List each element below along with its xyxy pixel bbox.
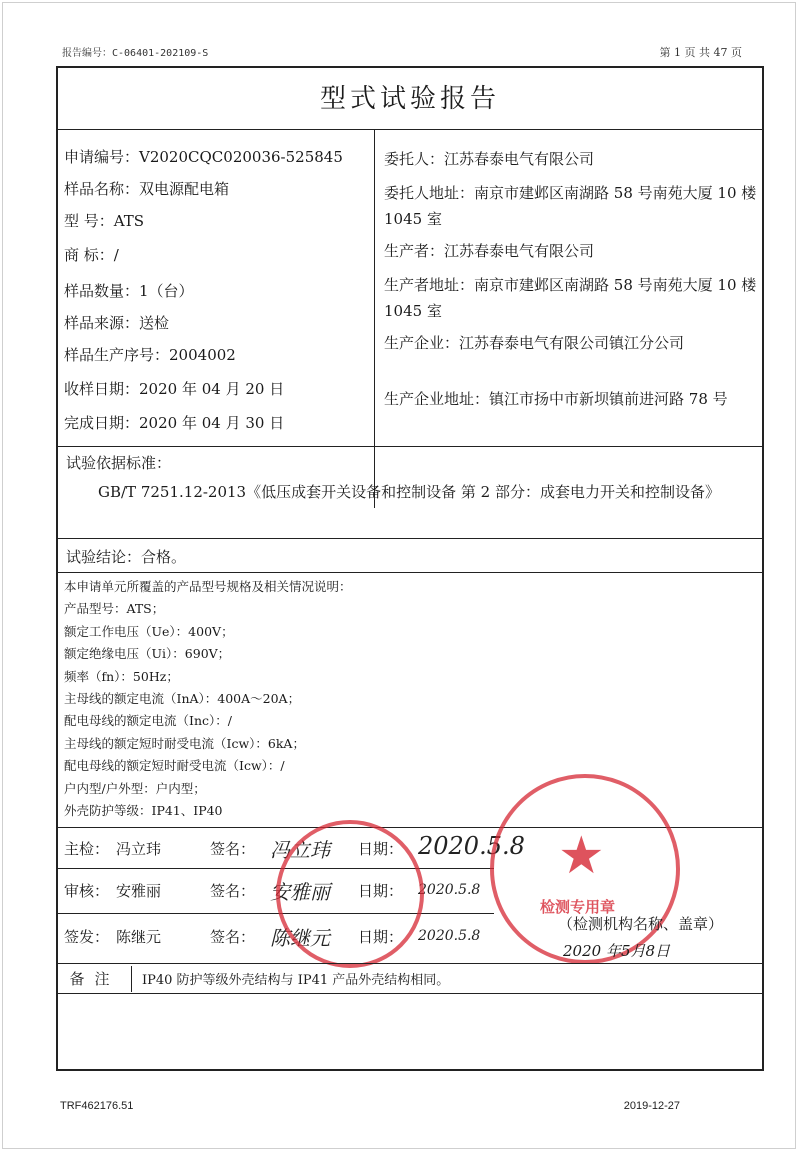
spec-line: 本申请单元所覆盖的产品型号规格及相关情况说明： (64, 579, 352, 594)
handwritten-date: 2020.5.8 (418, 928, 481, 944)
field-label: 生产者地址： (384, 276, 475, 294)
field-value: 2020 年 04 月 20 日 (139, 380, 285, 398)
field-label: 生产者： (384, 242, 445, 260)
field-label: 商 标： (64, 246, 114, 264)
field-label: 生产企业： (384, 334, 460, 352)
field-value: 江苏春泰电气有限公司 (444, 242, 595, 260)
spec-line: 额定工作电压（Ue）：400V； (64, 623, 234, 639)
client-field (384, 146, 760, 172)
spec-line: 配电母线的额定电流（Inc）：/ (64, 713, 232, 729)
field-value: / (113, 246, 119, 264)
client-field (384, 330, 760, 356)
divider (58, 868, 494, 869)
spec-line: 主母线的额定电流（InA）：400A～20A； (64, 691, 301, 707)
footer-date: 2019-12-27 (623, 1100, 680, 1112)
field-label: 申请编号： (64, 148, 140, 166)
product-specs (64, 576, 352, 822)
report-sheet (56, 66, 764, 1071)
divider (58, 963, 762, 964)
field-value: V2020CQC020036-525845 (139, 148, 343, 166)
client-field (384, 272, 760, 324)
report-number: 报告编号：C-06401-202109-S (62, 48, 209, 59)
field-value: 江苏春泰电气有限公司 (444, 150, 595, 168)
field-label: 收样日期： (64, 380, 140, 398)
test-conclusion: 试验结论：合格。 (66, 548, 187, 566)
note-label: 备注 (58, 966, 132, 992)
sign-label: 签名： (210, 840, 256, 858)
field-label: 生产企业地址： (384, 390, 490, 408)
handwritten-date: 2020.5.8 (418, 882, 481, 898)
divider (58, 913, 494, 914)
client-field (384, 180, 760, 232)
divider (58, 993, 762, 994)
sample-field (64, 146, 343, 167)
field-value: 南京市建邺区南湖路 58 号南苑大厦 10 楼 1045 室 (384, 184, 757, 228)
divider (58, 572, 762, 573)
field-label: 样品生产序号： (64, 346, 170, 364)
footer-form-id: TRF462176.51 (60, 1100, 134, 1112)
page-indicator: 第 1 页 共 47 页 (659, 46, 742, 59)
seal-date: 2020 年5月8日 (563, 942, 671, 960)
field-value: 南京市建邺区南湖路 58 号南苑大厦 10 楼 1045 室 (384, 276, 757, 320)
column-divider (374, 130, 375, 508)
sample-field (64, 378, 284, 399)
handwritten-signature: 安雅丽 (270, 880, 330, 904)
seal-caption: （检测机构名称、盖章） (558, 915, 724, 933)
field-value: 送检 (139, 314, 170, 332)
sample-field (64, 280, 194, 301)
field-label: 样品数量： (64, 282, 140, 300)
field-value: 镇江市扬中市新坝镇前进河路 78 号 (489, 390, 728, 408)
spec-line: 外壳防护等级：IP41、IP40 (64, 803, 223, 819)
sample-field (64, 412, 284, 433)
spec-line: 主母线的额定短时耐受电流（Icw）：6kA； (64, 735, 305, 751)
divider (58, 538, 762, 539)
sample-field (64, 312, 169, 333)
sign-role: 主检： (64, 840, 110, 858)
client-field (384, 386, 760, 412)
handwritten-signature: 冯立玮 (270, 838, 330, 862)
red-seal-right (490, 774, 680, 964)
report-title: 型式试验报告 (58, 68, 762, 130)
sign-role: 签发： (64, 928, 110, 946)
date-label: 日期： (358, 840, 404, 858)
field-label: 完成日期： (64, 414, 140, 432)
field-value: 1（台） (139, 282, 194, 300)
date-label: 日期： (358, 928, 404, 946)
spec-line: 产品型号：ATS； (64, 601, 165, 617)
field-label: 样品名称： (64, 180, 140, 198)
spec-line: 频率（fn）：50Hz； (64, 668, 179, 684)
sign-label: 签名： (210, 928, 256, 946)
star-icon: ★ (558, 826, 605, 886)
field-value: 江苏春泰电气有限公司镇江分公司 (459, 334, 685, 352)
sample-field (64, 244, 119, 265)
sample-field (64, 178, 229, 199)
handwritten-signature: 陈继元 (270, 926, 330, 950)
field-label: 委托人： (384, 150, 445, 168)
sign-role: 审核： (64, 882, 110, 900)
spec-line: 配电母线的额定短时耐受电流（Icw）：/ (64, 758, 285, 774)
date-label: 日期： (358, 882, 404, 900)
field-label: 样品来源： (64, 314, 140, 332)
sample-field (64, 210, 144, 231)
field-label: 型 号： (64, 212, 114, 230)
field-value: 2020 年 04 月 30 日 (139, 414, 285, 432)
note-text: IP40 防护等级外壳结构与 IP41 产品外壳结构相同。 (142, 973, 450, 988)
signer-name: 冯立玮 (116, 840, 162, 858)
field-label: 委托人地址： (384, 184, 475, 202)
sign-label: 签名： (210, 882, 256, 900)
signer-name: 安雅丽 (116, 882, 162, 900)
seal-text: 检测专用章 (540, 898, 616, 916)
field-value: 2004002 (169, 346, 236, 364)
sample-field (64, 344, 236, 365)
handwritten-date: 2020.5.8 (418, 832, 525, 860)
red-seal-left (276, 820, 424, 968)
field-value: 双电源配电箱 (139, 180, 230, 198)
basis-label: 试验依据标准： (66, 454, 172, 472)
divider (58, 446, 762, 447)
test-standard: GB/T 7251.12-2013《低压成套开关设备和控制设备 第 2 部分：成套电力开关和控制设备》 (98, 483, 720, 501)
signer-name: 陈继元 (116, 928, 162, 946)
field-value: ATS (113, 212, 145, 230)
spec-line: 额定绝缘电压（Ui）：690V； (64, 646, 231, 662)
spec-line: 户内型/户外型：户内型； (64, 780, 206, 796)
client-field (384, 238, 760, 264)
